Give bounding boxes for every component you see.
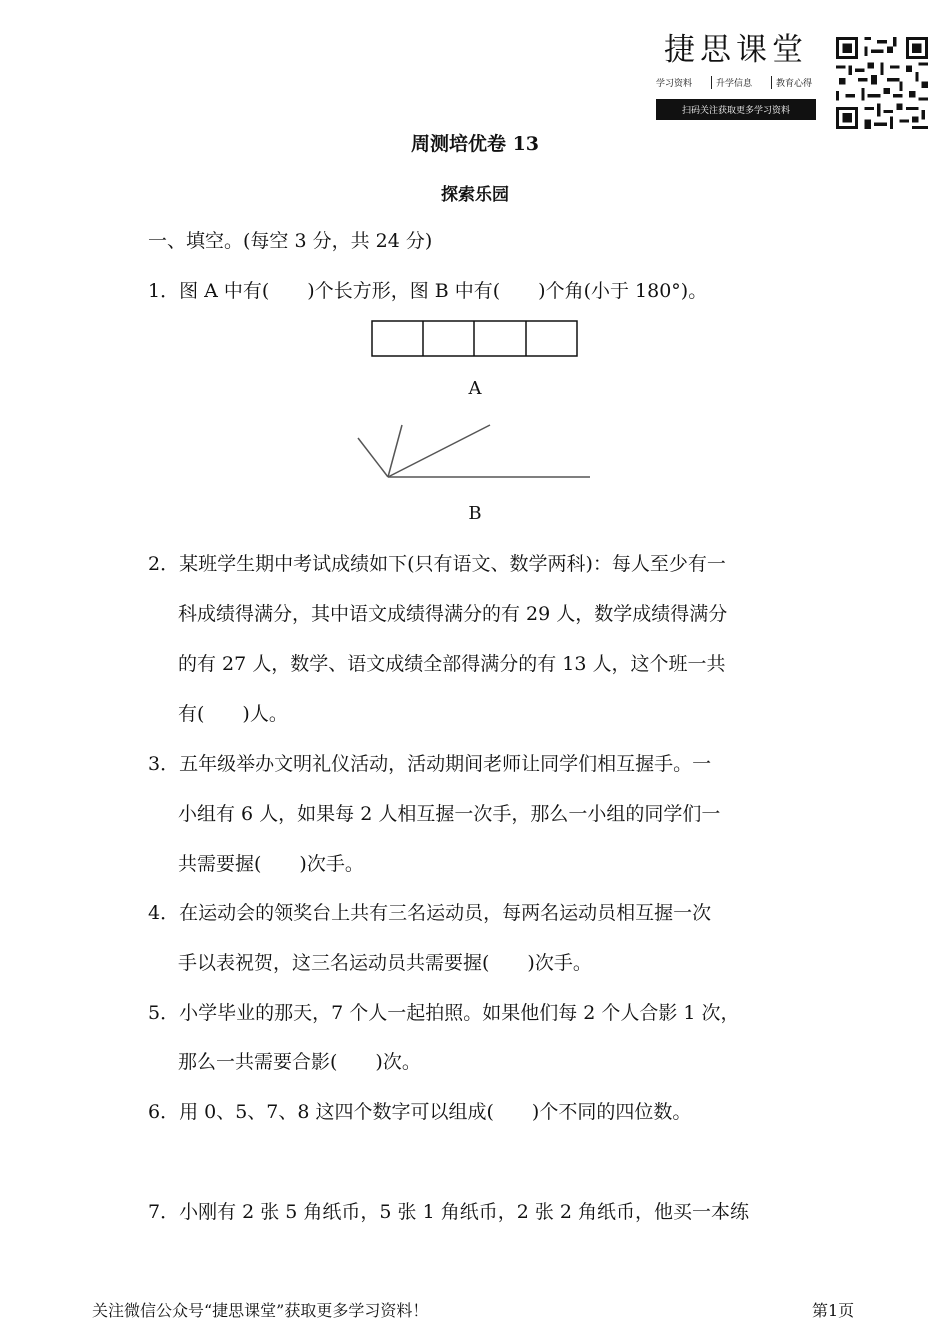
question-2-line: 科成绩得满分，其中语文成绩得满分的有 29 人，数学成绩得满分 [178,603,728,625]
question-2-line: 的有 27 人，数学、语文成绩全部得满分的有 13 人，这个班一共 [178,653,726,675]
question-2-line: 2．某班学生期中考试成绩如下(只有语文、数学两科)：每人至少有一 [148,553,726,575]
brand-title: 捷思课堂 [664,32,808,68]
footer-note: 关注微信公众号“捷思课堂”获取更多学习资料！ [92,1301,429,1320]
page-subtitle: 探索乐园 [441,185,509,205]
question-3-line: 3．五年级举办文明礼仪活动，活动期间老师让同学们相互握手。一 [148,753,712,775]
brand-tag: 学习资料 [656,79,693,89]
brand-logo-block [656,30,816,120]
question-2-line: 有( )人。 [178,703,288,725]
figure-b-label: B [468,503,482,524]
brand-scan-banner: 扫码关注获取更多学习资料 [656,99,816,120]
question-1: 1．图 A 中有( )个长方形，图 B 中有( )个角(小于 180°)。 [148,280,708,302]
figure-a-label: A [468,378,482,399]
question-5-line: 5．小学毕业的那天，7 个人一起拍照。如果他们每 2 个人合影 1 次， [148,1002,740,1024]
figure-a-rectangles [370,319,580,359]
question-5-line: 那么一共需要合影( )次。 [178,1051,421,1073]
question-4-line: 4．在运动会的领奖台上共有三名运动员，每两名运动员相互握一次 [148,902,712,924]
question-3-line: 共需要握( )次手。 [178,853,364,875]
qr-code-icon[interactable] [836,37,928,129]
figure-b-angles [350,420,600,485]
section-heading: 一、填空。(每空 3 分，共 24 分) [148,230,433,252]
question-6: 6．用 0、5、7、8 这四个数字可以组成( )个不同的四位数。 [148,1101,692,1123]
brand-tags [656,76,816,89]
question-7: 7．小刚有 2 张 5 角纸币，5 张 1 角纸币，2 张 2 角纸币，他买一本练 [148,1201,750,1223]
question-3-line: 小组有 6 人，如果每 2 人相互握一次手，那么一小组的同学们一 [178,803,721,825]
page-number: 第1页 [812,1301,855,1320]
brand-tag: 教育心得 [771,76,816,89]
page-title: 周测培优卷 13 [410,133,540,155]
brand-tag: 升学信息 [711,76,756,89]
question-4-line: 手以表祝贺，这三名运动员共需要握( )次手。 [178,952,592,974]
